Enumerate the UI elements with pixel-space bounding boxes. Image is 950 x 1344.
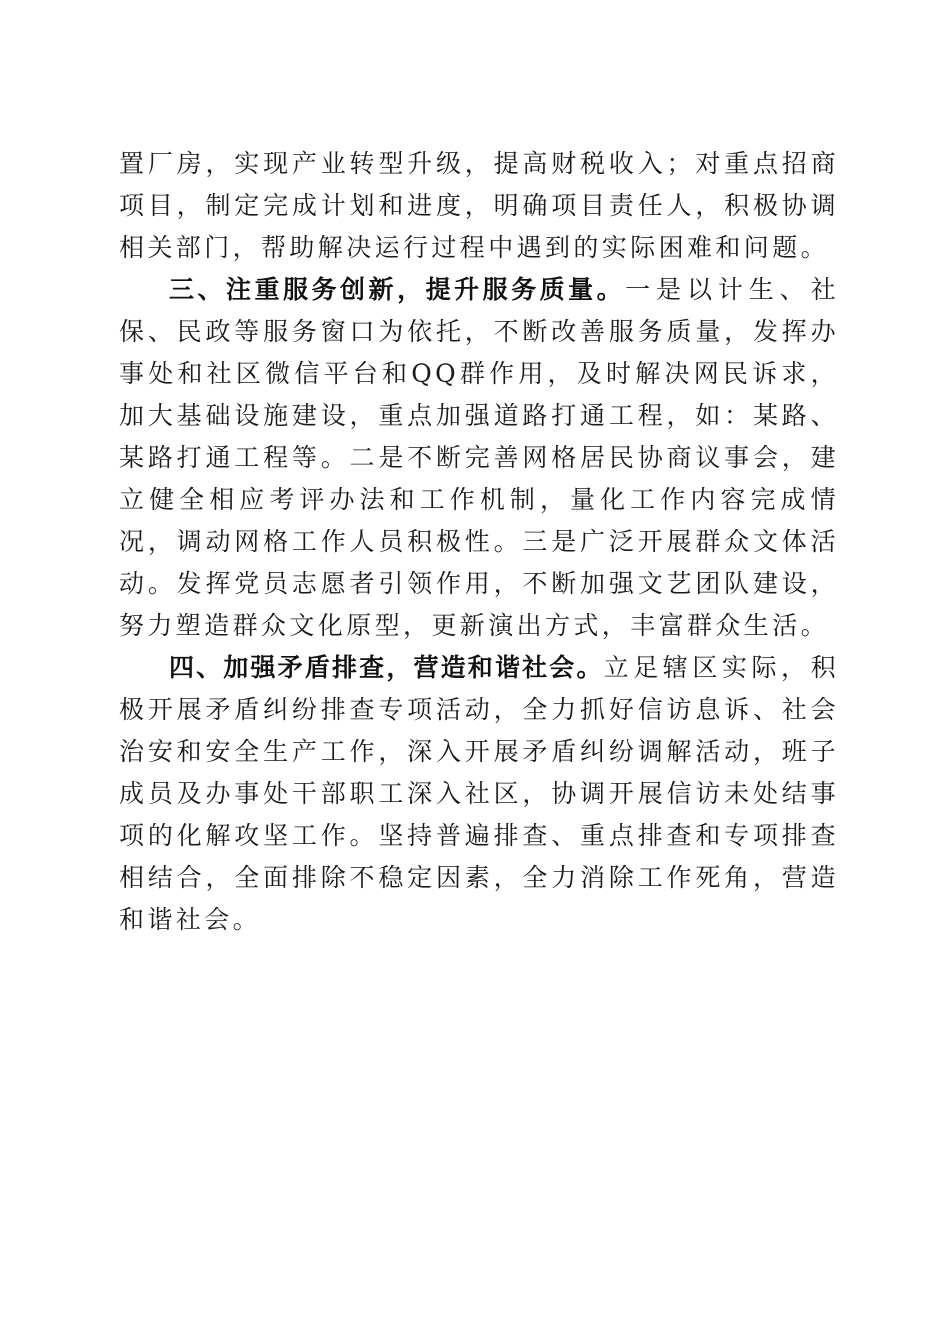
paragraph-continuation <box>119 143 839 269</box>
document-body <box>119 143 839 941</box>
paragraph-body: 立足辖区实际，积极开展矛盾纠纷排查专项活动，全力抓好信访息诉、社会治安和安全生产工作，深入开展矛盾纠纷调解活动，班子成员及办事处干部职工深入社区，协调开展信访未处结事项的化解攻坚工作。坚持普遍排查、重点排查和专项排查相结合，全面排除不稳定因素，全力消除工作死角，营造和谐社会。 <box>119 653 839 934</box>
paragraph-body: 置厂房，实现产业转型升级，提高财税收入；对重点招商项目，制定完成计划和进度，明确项目责任人，积极协调相关部门，帮助解决运行过程中遇到的实际困难和问题。 <box>119 149 839 262</box>
paragraph-service-innovation <box>119 269 839 647</box>
paragraph-body: 一是以计生、社保、民政等服务窗口为依托，不断改善服务质量，发挥办事处和社区微信平台和QQ群作用，及时解决网民诉求，加大基础设施建设，重点加强道路打通工程，如：某路、某路打通工程等。二是不断完善网格居民协商议事会，建立健全相应考评办法和工作机制，量化工作内容完成情况，调动网格工作人员积极性。三是广泛开展群众文体活动。发挥党员志愿者引领作用，不断加强文艺团队建设，努力塑造群众文化原型，更新演出方式，丰富群众生活。 <box>119 275 839 640</box>
paragraph-conflict-resolution <box>119 647 839 941</box>
paragraph-heading: 三、注重服务创新，提升服务质量。 <box>169 275 626 304</box>
paragraph-heading: 四、加强矛盾排查，营造和谐社会。 <box>169 653 604 682</box>
